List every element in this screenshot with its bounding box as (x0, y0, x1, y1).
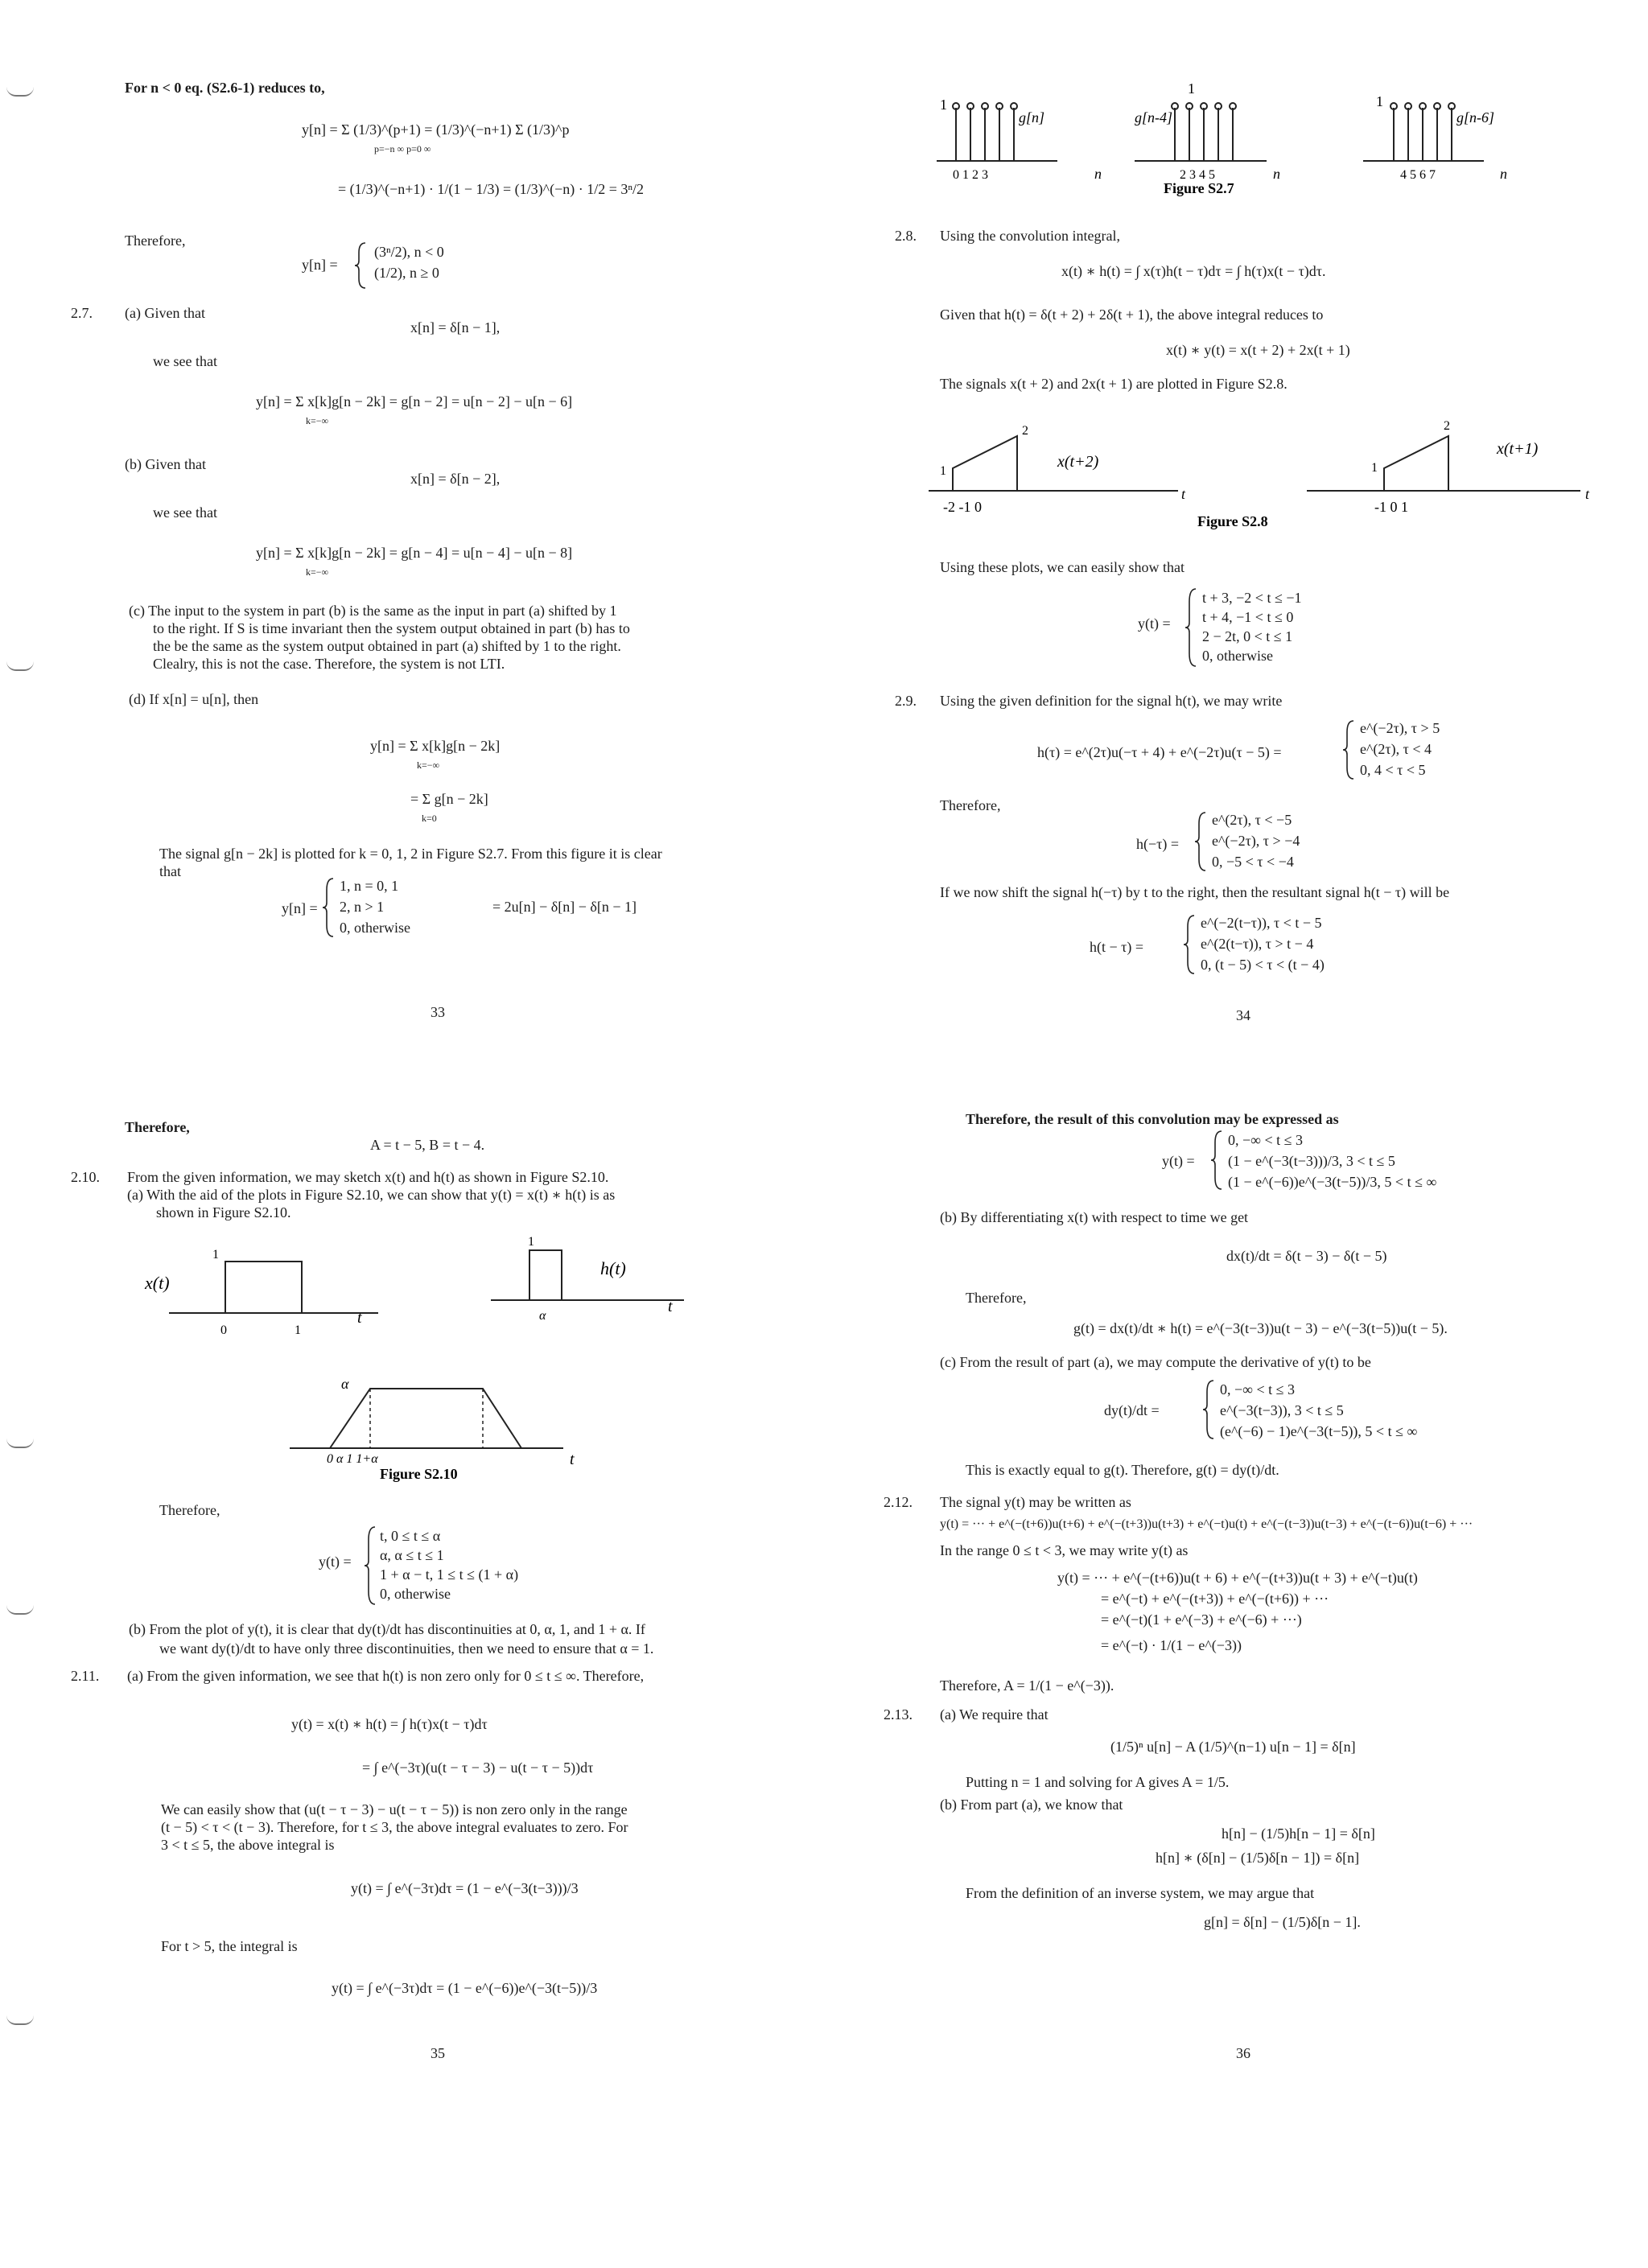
equation: g(t) = dx(t)/dt ∗ h(t) = e^(−3(t−3))u(t − 3) − e^(−3(t−5))u(t − 5). (1073, 1320, 1448, 1336)
figure-caption: Figure S2.8 (1197, 513, 1268, 529)
body-text: Using these plots, we can easily show that (940, 559, 1184, 575)
body-text: From the definition of an inverse system, we may argue that (966, 1885, 1315, 1901)
amplitude-label: 1 (1376, 93, 1383, 109)
amplitude-label: 2 (1444, 419, 1450, 433)
brace-icon (322, 877, 338, 938)
intro-text: For n < 0 eq. (S2.6-1) reduces to, (125, 80, 325, 96)
case-row: e^(−2τ), τ > −4 (1212, 833, 1300, 849)
brace-icon (1202, 1379, 1218, 1440)
equation-lhs: h(−τ) = (1136, 836, 1180, 852)
signal-label: x(t) (145, 1273, 170, 1293)
part-text: (a) We require that (940, 1706, 1049, 1723)
page-number: 35 (431, 2045, 445, 2061)
equation-row: = e^(−t) + e^(−(t+3)) + e^(−(t+6)) + ··· (1101, 1591, 1329, 1607)
case-row: 2, n > 1 (340, 899, 385, 915)
case-row: α, α ≤ t ≤ 1 (380, 1547, 444, 1563)
body-text: Using the convolution integral, (940, 228, 1120, 244)
body-text: Given that h(t) = δ(t + 2) + 2δ(t + 1), the above integral reduces to (940, 307, 1324, 323)
case-row: 1, n = 0, 1 (340, 878, 399, 894)
case-row: 0, −5 < τ < −4 (1212, 854, 1294, 870)
axis-label: n (1094, 166, 1102, 182)
therefore-text: Therefore, (125, 1119, 190, 1135)
part-text: (c) From the result of part (a), we may compute the derivative of y(t) to be (940, 1354, 1371, 1370)
equation: y(t) = ∫ e^(−3τ)dτ = (1 − e^(−6))e^(−3(t−5))/3 (332, 1980, 598, 1996)
equation: (1/5)ⁿ u[n] − A (1/5)^(n−1) u[n − 1] = δ[n] (1110, 1739, 1356, 1755)
plot-y-t (290, 1389, 563, 1448)
equation: y[n] = Σ x[k]g[n − 2k] (370, 738, 501, 754)
axis-label: t (357, 1309, 362, 1327)
case-row: e^(2(t−τ)), τ > t − 4 (1201, 936, 1314, 952)
axis-label: n (1500, 166, 1507, 182)
body-text: From the given information, we may sketch x(t) and h(t) as shown in Figure S2.10. (127, 1169, 609, 1185)
equation: dx(t)/dt = δ(t − 3) − δ(t − 5) (1226, 1248, 1387, 1264)
case-row: e^(−3(t−3)), 3 < t ≤ 5 (1220, 1402, 1344, 1418)
paragraph-line: (a) With the aid of the plots in Figure S2.10, we can show that y(t) = x(t) ∗ h(t) is as (127, 1187, 616, 1203)
signal-label: g[n] (1019, 109, 1045, 126)
equation: = 2u[n] − δ[n] − δ[n − 1] (492, 899, 637, 915)
problem-number: 2.8. (895, 228, 917, 244)
equation: x[n] = δ[n − 1], (410, 319, 501, 335)
amplitude-label: α (341, 1376, 349, 1392)
equation: h(τ) = e^(2τ)u(−τ + 4) + e^(−2τ)u(τ − 5) = (1037, 744, 1282, 760)
paragraph-line: we want dy(t)/dt to have only three discontinuities, then we need to ensure that α = 1. (159, 1640, 654, 1657)
problem-number: 2.10. (71, 1169, 100, 1185)
part-text: (d) If x[n] = u[n], then (129, 691, 259, 707)
equation-lhs: y(t) = (1162, 1153, 1195, 1169)
plot-h-t (491, 1250, 684, 1300)
body-text: Using the given definition for the signal h(t), we may write (940, 693, 1283, 709)
paragraph-line: (b) From the plot of y(t), it is clear that dy(t)/dt has discontinuities at 0, α, 1, and 1 + α. If (129, 1621, 645, 1637)
problem-number: 2.9. (895, 693, 917, 709)
amplitude-label: 2 (1022, 424, 1028, 438)
plot-x-t-plus-1 (1307, 436, 1580, 491)
equation: y(t) = x(t) ∗ h(t) = ∫ h(τ)x(t − τ)dτ (291, 1716, 488, 1732)
equation: y(t) = ∫ e^(−3τ)dτ = (1 − e^(−3(t−3)))/3 (351, 1880, 579, 1896)
brace-icon (1210, 1130, 1226, 1191)
case-row: (1 − e^(−6))e^(−3(t−5))/3, 5 < t ≤ ∞ (1228, 1174, 1437, 1190)
part-text: (a) Given that (125, 305, 205, 321)
paragraph-line: (c) The input to the system in part (b) is the same as the input in part (a) shifted by 1 (129, 603, 617, 619)
equation-row: h[n] − (1/5)h[n − 1] = δ[n] (1222, 1826, 1375, 1842)
therefore-text: Therefore, (966, 1290, 1027, 1306)
page-35 (0, 1118, 824, 2245)
tick-labels: 0 1 2 3 (953, 168, 988, 182)
case-row: 0, otherwise (340, 920, 410, 936)
equation: y[n] = Σ x[k]g[n − 2k] = g[n − 2] = u[n − 2] − u[n − 6] (256, 393, 573, 410)
sum-limits: p=−n ∞ p=0 ∞ (374, 143, 431, 154)
amplitude-label: 1 (1188, 80, 1195, 97)
sum-limits: k=−∞ (417, 759, 440, 771)
amplitude-label: 1 (212, 1248, 219, 1262)
signal-label: h(t) (600, 1258, 626, 1278)
axis-label: t (668, 1298, 673, 1315)
equation: x(t) ∗ y(t) = x(t + 2) + 2x(t + 1) (1166, 342, 1350, 358)
case-row: e^(−2τ), τ > 5 (1360, 720, 1440, 736)
paragraph-line: to the right. If S is time invariant then the system output obtained in part (b) has to (153, 620, 630, 636)
problem-number: 2.7. (71, 305, 93, 321)
case-row: 0, otherwise (380, 1586, 451, 1602)
body-text: we see that (153, 504, 217, 521)
equation: x(t) ∗ h(t) = ∫ x(τ)h(t − τ)dτ = ∫ h(τ)x(t − τ)dτ. (1061, 263, 1326, 279)
signal-label: x(t+2) (1057, 453, 1099, 471)
body-text: In the range 0 ≤ t < 3, we may write y(t) as (940, 1542, 1189, 1558)
equation-lhs: y(t) = (1138, 615, 1171, 632)
tick-labels: 4 5 6 7 (1400, 168, 1436, 182)
body-text: Therefore, A = 1/(1 − e^(−3)). (940, 1677, 1114, 1694)
paragraph-line: Clealry, this is not the case. Therefore, the system is not LTI. (153, 656, 505, 672)
brace-icon (364, 1525, 380, 1606)
equation: = Σ g[n − 2k] (410, 791, 488, 807)
body-text: (a) From the given information, we see that h(t) is non zero only for 0 ≤ t ≤ ∞. Therefore, (127, 1668, 645, 1684)
brace-icon (1183, 914, 1199, 975)
equation-row: y(t) = ··· + e^(−(t+6))u(t + 6) + e^(−(t+3))u(t + 3) + e^(−t)u(t) (1057, 1570, 1418, 1586)
problem-number: 2.13. (884, 1706, 913, 1723)
figure-s2-10 (145, 1223, 837, 1480)
case-row: (3ⁿ/2), n < 0 (374, 244, 444, 260)
sum-limits: k=−∞ (306, 415, 329, 426)
problem-number: 2.12. (884, 1494, 913, 1510)
signal-label: g[n-4] (1135, 109, 1173, 126)
body-text: The signals x(t + 2) and 2x(t + 1) are plotted in Figure S2.8. (940, 376, 1288, 392)
body-text: Therefore, (940, 797, 1001, 813)
part-text: (b) By differentiating x(t) with respect to time we get (940, 1209, 1249, 1225)
therefore-text: Therefore, (159, 1502, 220, 1518)
brace-icon (354, 241, 370, 290)
paragraph-line: We can easily show that (u(t − τ − 3) − u(t − τ − 5)) is non zero only in the range (161, 1801, 628, 1817)
page-34 (824, 0, 1648, 1126)
case-row: t + 3, −2 < t ≤ −1 (1202, 590, 1302, 606)
axis-label: t (1181, 486, 1186, 502)
equation: y[n] = Σ (1/3)^(p+1) = (1/3)^(−n+1) Σ (1/3)^p (302, 121, 570, 138)
paragraph-line: shown in Figure S2.10. (156, 1204, 291, 1220)
problem-number: 2.11. (71, 1668, 100, 1684)
equation-lhs: y(t) = (319, 1554, 352, 1570)
equation-lhs: dy(t)/dt = (1104, 1402, 1160, 1418)
brace-icon (1342, 719, 1358, 780)
body-text: The signal y(t) may be written as (940, 1494, 1131, 1510)
equation-lhs: y[n] = (302, 257, 338, 273)
equation-row: h[n] ∗ (δ[n] − (1/5)δ[n − 1]) = δ[n] (1156, 1850, 1360, 1866)
equation: x[n] = δ[n − 2], (410, 471, 501, 487)
paragraph-line: (t − 5) < τ < (t − 3). Therefore, for t ≤ 3, the above integral evaluates to zero. For (161, 1819, 628, 1835)
sum-limits: k=−∞ (306, 566, 329, 578)
signal-label: g[n-6] (1456, 109, 1495, 126)
tick-label: 0 (220, 1323, 227, 1337)
tick-labels: 2 3 4 5 (1180, 168, 1215, 182)
tick-labels: -2 -1 0 (943, 499, 982, 515)
axis-label: n (1273, 166, 1280, 182)
axis-label: t (570, 1451, 575, 1468)
tick-labels: -1 0 1 (1374, 499, 1408, 515)
body-text: If we now shift the signal h(−τ) by t to the right, then the resultant signal h(t − τ) will be (940, 884, 1450, 900)
equation: y[n] = Σ x[k]g[n − 2k] = g[n − 4] = u[n − 4] − u[n − 8] (256, 545, 573, 561)
brace-icon (1194, 811, 1210, 872)
amplitude-label: 1 (528, 1235, 534, 1249)
case-row: 0, (t − 5) < τ < (t − 4) (1201, 957, 1325, 973)
page-33 (0, 0, 824, 1126)
signal-label: x(t+1) (1497, 440, 1539, 458)
equation-lhs: h(t − τ) = (1090, 939, 1144, 955)
equation-row: = e^(−t)(1 + e^(−3) + e^(−6) + ···) (1101, 1611, 1302, 1628)
axis-label: t (1585, 486, 1590, 502)
paragraph-line: the be the same as the system output obtained in part (a) shifted by 1 to the right. (153, 638, 621, 654)
case-row: (1/2), n ≥ 0 (374, 265, 439, 281)
figure-caption: Figure S2.7 (1164, 180, 1234, 196)
paragraph-line: 3 < t ≤ 5, the above integral is (161, 1837, 335, 1853)
amplitude-label: 1 (1371, 461, 1378, 475)
page-number: 33 (431, 1004, 445, 1020)
plot-x-t (169, 1262, 378, 1313)
page-number: 34 (1236, 1007, 1250, 1023)
body-text: Therefore, the result of this convolution may be expressed as (966, 1111, 1339, 1127)
equation: = (1/3)^(−n+1) · 1/(1 − 1/3) = (1/3)^(−n) · 1/2 = 3ⁿ/2 (338, 181, 645, 197)
case-row: e^(2τ), τ < 4 (1360, 741, 1432, 757)
page-36 (824, 1102, 1648, 2229)
case-row: 0, −∞ < t ≤ 3 (1220, 1381, 1296, 1397)
therefore-text: Therefore, (125, 233, 186, 249)
case-row: t, 0 ≤ t ≤ α (380, 1528, 441, 1544)
plot-x-t-plus-2 (929, 436, 1178, 491)
body-text: Putting n = 1 and solving for A gives A = 1/5. (966, 1774, 1230, 1790)
amplitude-label: 1 (940, 464, 946, 478)
case-row: 2 − 2t, 0 < t ≤ 1 (1202, 628, 1293, 644)
part-text: (b) From part (a), we know that (940, 1797, 1123, 1813)
equation: y(t) = ··· + e^(−(t+6))u(t+6) + e^(−(t+3))u(t+3) + e^(−t)u(t) + e^(−(t−3))u(t−3) + e^(−(t−6))u(t−6) + ··· (940, 1517, 1473, 1531)
amplitude-label: 1 (940, 97, 947, 113)
case-row: 0, −∞ < t ≤ 3 (1228, 1132, 1304, 1148)
brace-icon (1184, 587, 1201, 668)
figure-caption: Figure S2.10 (380, 1466, 458, 1482)
figure-s2-7 (929, 80, 1540, 201)
equation: g[n] = δ[n] − (1/5)δ[n − 1]. (1204, 1914, 1361, 1930)
case-row: 0, 4 < τ < 5 (1360, 762, 1426, 778)
body-text: This is exactly equal to g(t). Therefore, g(t) = dy(t)/dt. (966, 1462, 1279, 1478)
tick-label: α (539, 1309, 546, 1323)
part-text: (b) Given that (125, 456, 206, 472)
paragraph-line: that (159, 863, 181, 879)
paragraph-line: The signal g[n − 2k] is plotted for k = 0, 1, 2 in Figure S2.7. From this figure it is clear (159, 846, 662, 862)
case-row: 1 + α − t, 1 ≤ t ≤ (1 + α) (380, 1566, 519, 1583)
equation: = ∫ e^(−3τ)(u(t − τ − 3) − u(t − τ − 5))dτ (362, 1760, 594, 1776)
case-row: t + 4, −1 < t ≤ 0 (1202, 609, 1294, 625)
tick-labels: 0 α 1 1+α (327, 1452, 378, 1466)
equation-row: = e^(−t) · 1/(1 − e^(−3)) (1101, 1637, 1242, 1653)
figure-s2-8 (904, 418, 1613, 531)
case-row: e^(−2(t−τ)), τ < t − 5 (1201, 915, 1322, 931)
case-row: (1 − e^(−3(t−3)))/3, 3 < t ≤ 5 (1228, 1153, 1395, 1169)
equation: A = t − 5, B = t − 4. (370, 1137, 485, 1153)
page-number: 36 (1236, 2045, 1250, 2061)
equation-lhs: y[n] = (282, 900, 318, 916)
case-row: e^(2τ), τ < −5 (1212, 812, 1292, 828)
case-row: 0, otherwise (1202, 648, 1273, 664)
case-row: (e^(−6) − 1)e^(−3(t−5)), 5 < t ≤ ∞ (1220, 1423, 1418, 1439)
body-text: For t > 5, the integral is (161, 1938, 298, 1954)
body-text: we see that (153, 353, 217, 369)
tick-label: 1 (295, 1323, 301, 1337)
sum-limits: k=0 (422, 813, 437, 824)
